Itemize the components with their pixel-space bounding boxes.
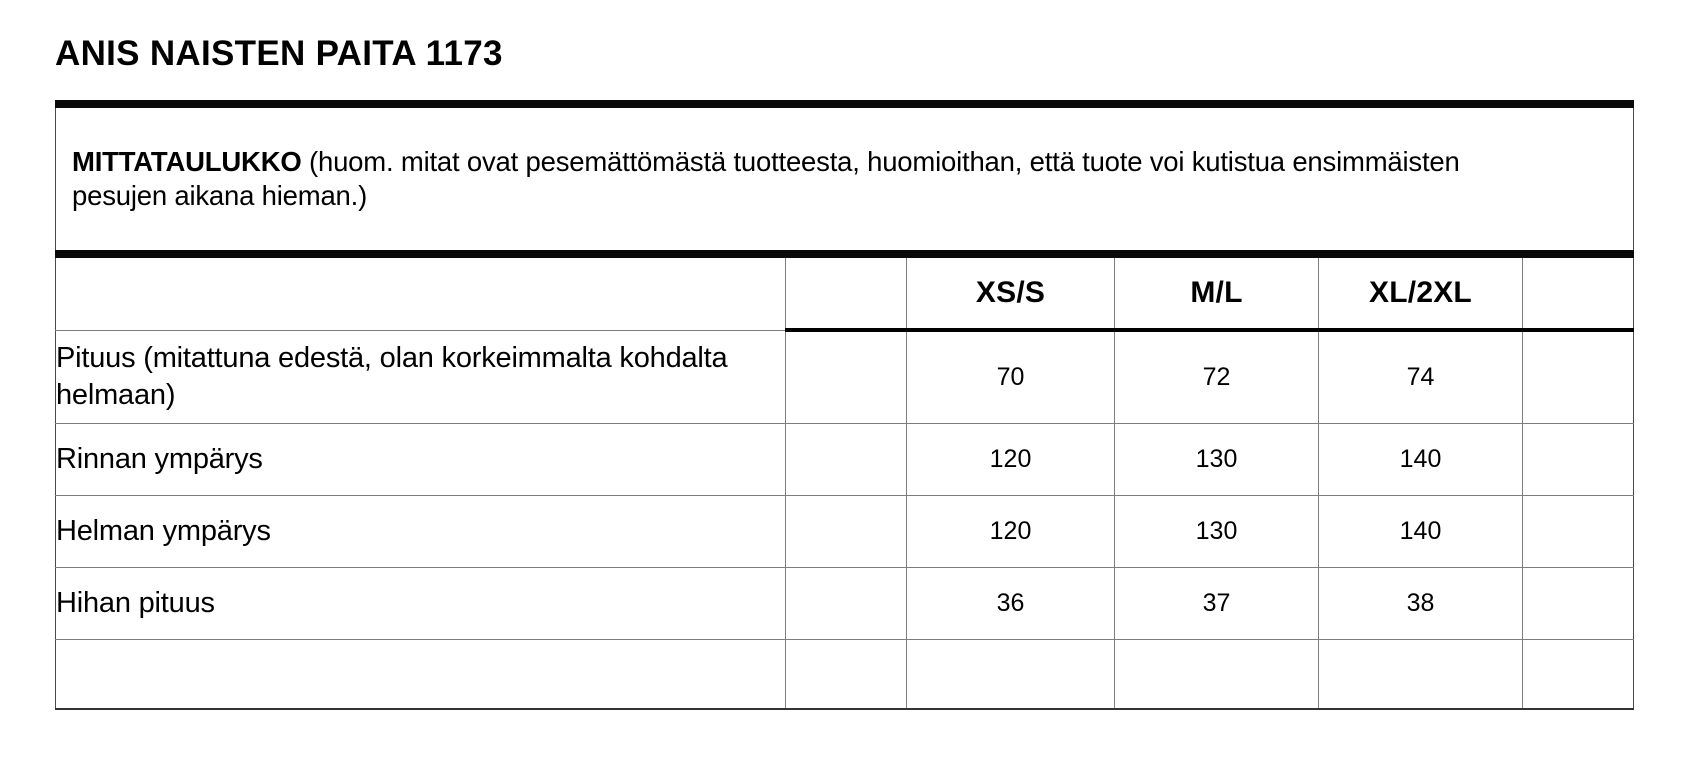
size-column-header-m-l: M/L: [1115, 258, 1319, 330]
row-label: Rinnan ympärys: [56, 423, 786, 495]
note-paragraph: [72, 145, 1532, 213]
thick-divider-mid: [55, 250, 1634, 258]
value-cell: 130: [1115, 495, 1319, 567]
header-spacer-cell: [1523, 258, 1634, 330]
value-cell: [1319, 639, 1523, 709]
table-row-rinnan-ymparys: [56, 423, 1634, 495]
size-column-header-xs-s: XS/S: [907, 258, 1115, 330]
page-title: ANIS NAISTEN PAITA 1173: [55, 34, 503, 73]
note-heading: MITTATAULUKKO: [72, 146, 302, 177]
table-row-helman-ymparys: [56, 495, 1634, 567]
value-cell: 74: [1319, 330, 1523, 423]
note-box: [55, 108, 1634, 250]
spacer-cell: [786, 423, 907, 495]
spacer-cell: [786, 495, 907, 567]
spacer-cell: [1523, 639, 1634, 709]
header-spacer-cell: [786, 258, 907, 330]
size-chart-sheet: [55, 100, 1634, 710]
size-column-header-xl-2xl: XL/2XL: [1319, 258, 1523, 330]
header-spacer-cell: [56, 258, 786, 330]
value-cell: 38: [1319, 567, 1523, 639]
value-cell: 120: [907, 423, 1115, 495]
value-cell: 130: [1115, 423, 1319, 495]
spacer-cell: [1523, 495, 1634, 567]
spacer-cell: [1523, 330, 1634, 423]
value-cell: [1115, 639, 1319, 709]
spacer-cell: [786, 330, 907, 423]
row-label: Pituus (mitattuna edestä, olan korkeimmalta kohdalta helmaan): [56, 330, 786, 423]
row-label: [56, 639, 786, 709]
value-cell: 70: [907, 330, 1115, 423]
size-table: [55, 258, 1634, 710]
spacer-cell: [786, 567, 907, 639]
thick-divider-top: [55, 100, 1634, 108]
spacer-cell: [786, 639, 907, 709]
value-cell: 72: [1115, 330, 1319, 423]
note-text: (huom. mitat ovat pesemättömästä tuotteesta, huomioithan, että tuote voi kutistua ensimmäisten pesujen aikana hieman.): [72, 146, 1460, 211]
row-label: Hihan pituus: [56, 567, 786, 639]
table-row-empty: [56, 639, 1634, 709]
row-label: Helman ympärys: [56, 495, 786, 567]
value-cell: 140: [1319, 495, 1523, 567]
spacer-cell: [1523, 567, 1634, 639]
value-cell: 120: [907, 495, 1115, 567]
table-row-hihan-pituus: [56, 567, 1634, 639]
value-cell: 36: [907, 567, 1115, 639]
table-row-pituus: [56, 330, 1634, 423]
value-cell: 140: [1319, 423, 1523, 495]
value-cell: [907, 639, 1115, 709]
size-header-row: [56, 258, 1634, 330]
value-cell: 37: [1115, 567, 1319, 639]
spacer-cell: [1523, 423, 1634, 495]
